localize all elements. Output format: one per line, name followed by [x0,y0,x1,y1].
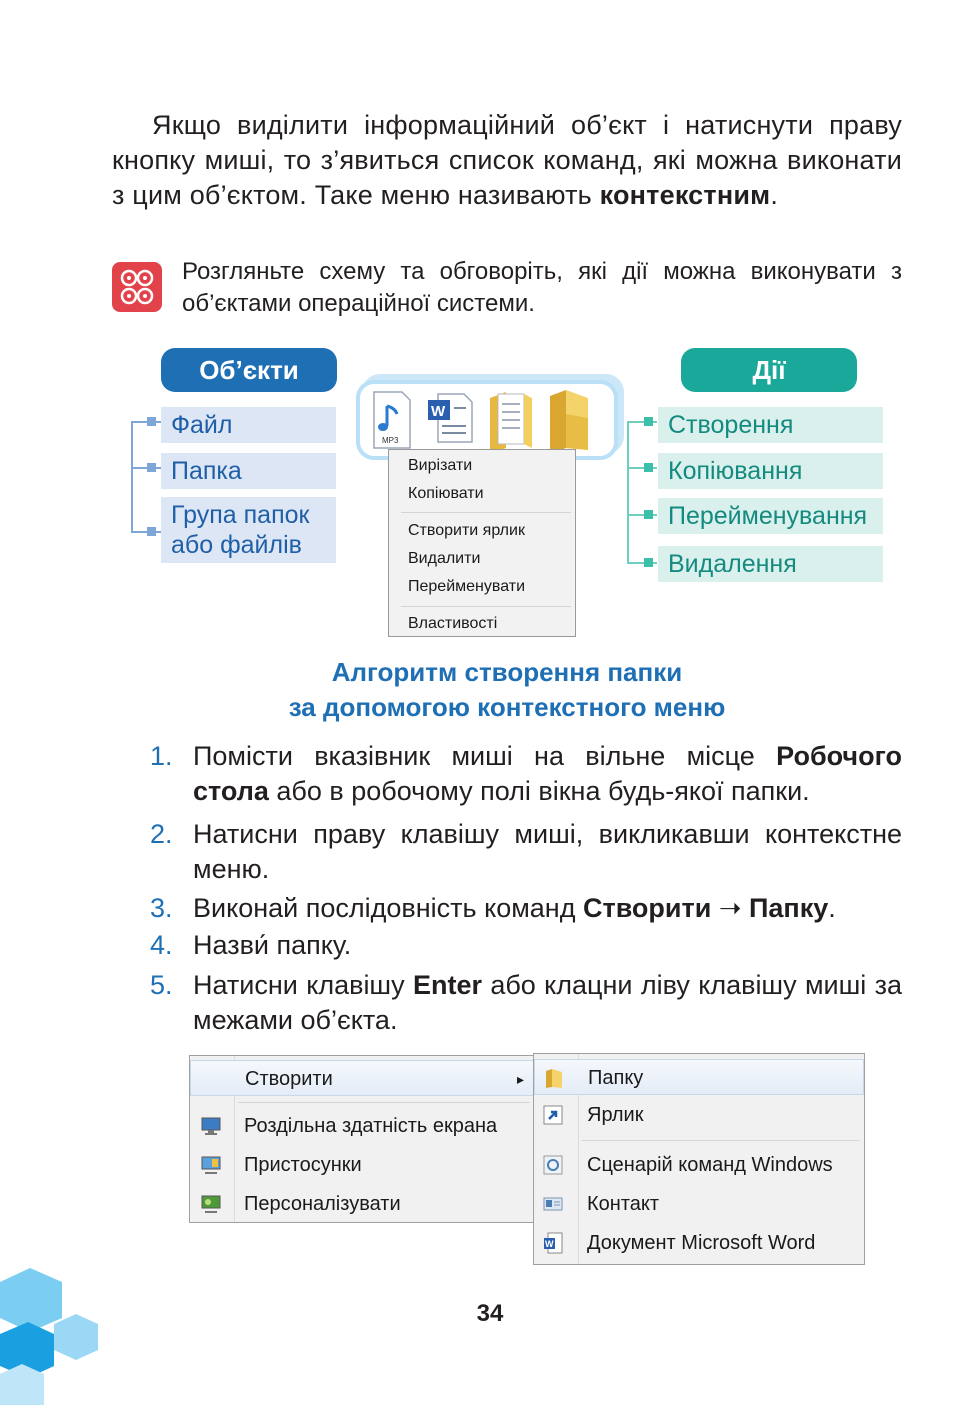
submenu-item-contact[interactable] [534,1186,864,1222]
folder-icon [543,1067,565,1089]
step-1 [150,739,902,809]
menu-item-create-shortcut[interactable]: Створити ярлик [408,522,525,539]
step-2 [150,817,902,887]
bullet-square [644,558,653,567]
bullet-square [147,463,156,472]
menu-item-label: Контакт [587,1193,660,1215]
decorative-hexagons [0,1262,100,1405]
new-submenu [533,1053,865,1265]
step-number: 2. [150,819,173,849]
step-text: Назви́ папку. [193,930,352,960]
bracket-tick [131,421,161,423]
menu-separator [401,606,571,607]
objects-bracket [131,421,133,533]
bullet-square [644,463,653,472]
mp3-caption: MP3 [382,436,399,445]
shortcut-icon [542,1104,564,1126]
bullet-square [147,527,156,536]
algorithm-title-line1: Алгоритм створення папки [331,657,683,687]
intro-bold-term: контекстним [599,180,771,210]
intro-text: Якщо виділити інформаційний об’єкт і натиснути праву кнопку миші, то з’явиться список команд, які можна виконати з цим об’єктом. Таке меню називають [112,110,902,210]
menu-item-label: Папку [588,1067,644,1089]
step-number: 3. [150,893,173,923]
object-context-menu [388,449,576,637]
bullet-square [644,417,653,426]
folder-icon [550,390,588,454]
step-text: Помісти вказівник миші на вільне місце Робочого стола або в робочому полі вікна будь-якої папки. [193,741,902,806]
svg-text:W: W [431,403,446,420]
desktop-context-menu [189,1055,535,1223]
menu-item-personalize[interactable] [190,1186,534,1222]
menu-item-gadgets[interactable] [190,1147,534,1183]
menu-item-label: Роздільна здатність екрана [244,1115,498,1137]
menu-item-label: Створити [245,1068,333,1090]
submenu-item-word-document[interactable] [534,1225,864,1261]
menu-item-screen-resolution[interactable] [190,1108,534,1144]
object-group-line2: або файлів [171,531,302,559]
menu-item-label: Ярлик [587,1104,644,1126]
object-group [161,497,336,563]
intro-paragraph [112,108,902,213]
submenu-arrow-icon: ▸ [517,1071,525,1087]
objects-header: Об’єкти [161,348,337,392]
submenu-item-shortcut[interactable] [534,1097,864,1133]
bracket-tick [131,467,161,469]
menu-item-label: Пристосунки [244,1154,362,1176]
script-icon [542,1154,564,1176]
actions-bracket [627,421,629,564]
bullet-square [644,510,653,519]
gadgets-icon [200,1154,222,1176]
action-copy: Копіювання [658,453,883,489]
step-text: Натисни праву клавішу миші, викликавши контекстне меню. [193,819,902,884]
folder-with-documents-icon [490,392,532,454]
step-number: 5. [150,970,173,1000]
svg-text:W: W [545,1239,554,1249]
menu-item-properties[interactable]: Властивості [408,615,498,632]
menu-item-label: Сценарій команд Windows [587,1154,833,1176]
algorithm-title [112,655,902,725]
menu-separator [401,512,571,513]
action-create: Створення [658,407,883,443]
action-rename: Перейменування [658,498,883,534]
object-group-line1: Група папок [171,501,310,529]
step-number: 4. [150,930,173,960]
menu-separator [582,1140,860,1141]
menu-item-copy[interactable]: Копіювати [408,485,484,502]
step-text: Виконай послідовність команд Створити ➝ Папку. [193,893,836,923]
menu-separator [238,1102,530,1103]
intro-end: . [770,180,779,210]
object-file: Файл [161,407,336,443]
action-delete: Видалення [658,546,883,582]
menu-item-label: Персоналізувати [244,1193,401,1215]
step-3 [150,891,902,926]
menu-item-label: Документ Microsoft Word [587,1232,816,1254]
icons-panel [356,380,618,460]
submenu-item-script[interactable] [534,1147,864,1183]
bracket-tick [131,531,161,533]
step-text: Натисни клавішу Enter або клацни ліву клавішу миші за межами об’єкта. [193,970,902,1035]
page-number: 34 [476,1300,504,1327]
menu-item-rename[interactable]: Перейменувати [408,578,525,595]
object-folder: Папка [161,453,336,489]
monitor-icon [200,1115,222,1137]
task-text: Розгляньте схему та обговоріть, які дії можна виконувати з об’єктами операційної системи. [182,258,902,317]
menu-item-delete[interactable]: Видалити [408,550,481,567]
bullet-square [147,417,156,426]
step-number: 1. [150,741,173,771]
menu-item-cut[interactable]: Вирізати [408,457,473,474]
submenu-item-folder[interactable] [534,1059,864,1095]
contact-icon [542,1193,564,1215]
word-document-icon [542,1232,564,1254]
algorithm-title-line2: за допомогою контекстного меню [288,692,726,722]
menu-item-create[interactable] [190,1060,534,1096]
step-4 [150,928,902,963]
discussion-icon [112,262,162,312]
actions-header: Дії [681,348,857,392]
step-5 [150,968,902,1038]
word-document-icon [428,394,472,442]
personalize-icon [200,1193,222,1215]
